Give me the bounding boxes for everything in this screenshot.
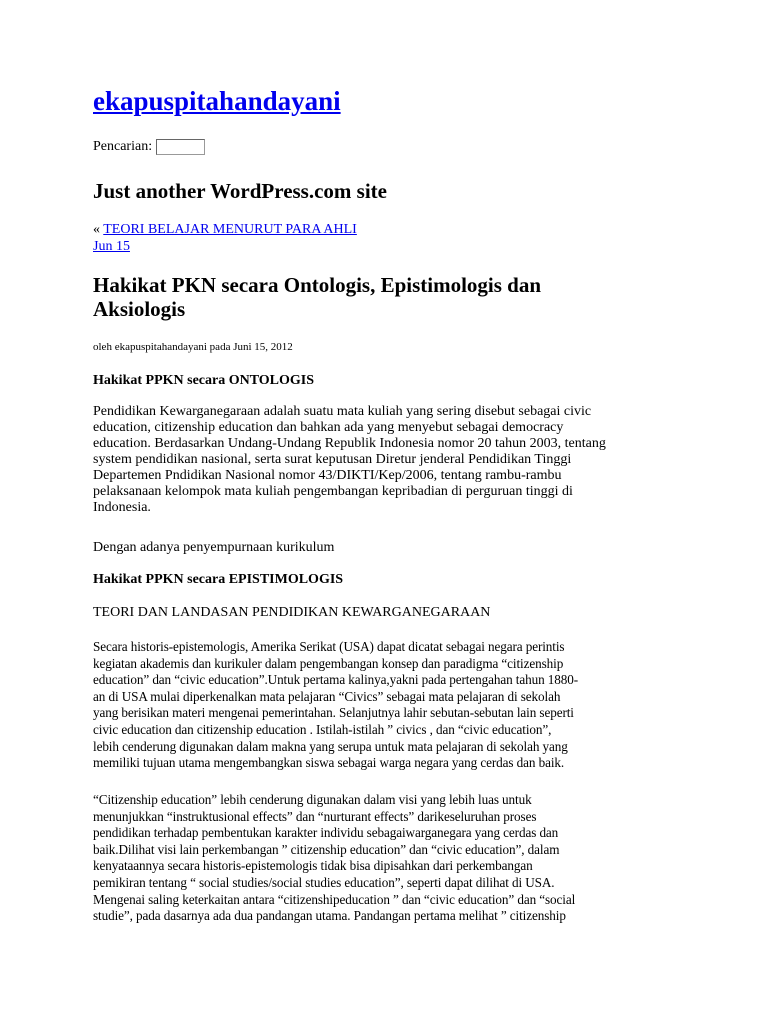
post-date-link[interactable]: Jun 15 [93, 239, 130, 254]
post-title: Hakikat PKN secara Ontologis, Epistimologis dan Aksiologis [93, 273, 542, 321]
post-meta: oleh ekapuspitahandayani pada Juni 15, 2012 [93, 341, 293, 353]
paragraph-line: memiliki tujuan utama mengembangkan siswa sebagai warga negara yang cerdas dan baik. [93, 755, 565, 771]
heading-epistimologis: Hakikat PPKN secara EPISTIMOLOGIS [93, 572, 344, 587]
paragraph-line: studie”, pada dasarnya ada dua pandangan utama. Pandangan pertama melihat ” citizenship [93, 908, 566, 924]
previous-post-nav [93, 222, 357, 238]
previous-post-marker: « [93, 222, 104, 237]
paragraph-line: lebih cenderung digunakan dalam makna yang serupa untuk mata pelajaran di sekolah yang [93, 738, 568, 754]
paragraph-line: yang berisikan materi mengenai pemerintahan. Selanjutnya lahir sebutan-sebutan lain seperti [93, 705, 574, 721]
paragraph-line: education” dan “civic education”.Untuk pertama kalinya,yakni pada pertengahan tahun 1880- [93, 672, 579, 688]
paragraph-line: pemikiran tentang “ social studies/social studies education”, seperti dapat dilihat di USA. [93, 874, 555, 890]
paragraph-line: Secara historis-epistemologis, Amerika Serikat (USA) dapat dicatat sebagai negara perintis [93, 639, 565, 654]
paragraph-line: Mengenai saling keterkaitan antara “citizenshipeducation ” dan “civic education” dan “social [93, 891, 576, 907]
paragraph-line: Departemen Pndidikan Nasional nomor 43/DIKTI/Kep/2006, tentang rambu-rambu [93, 468, 562, 483]
paragraph-ontologis [93, 404, 606, 516]
paragraph-line: “Citizenship education” lebih cenderung digunakan dalam visi yang lebih luas untuk [93, 792, 532, 807]
paragraph-line: education, citizenship education dan bahkan ada yang menyebut sebagai democracy [93, 420, 564, 435]
paragraph-line: education. Berdasarkan Undang-Undang Republik Indonesia nomor 20 tahun 2003, tentang [93, 436, 606, 451]
paragraph-line: civic education dan citizenship education . Istilah-istilah ” civics , dan “civic education”, [93, 721, 552, 737]
heading-ontologis: Hakikat PPKN secara ONTOLOGIS [93, 373, 315, 388]
paragraph-line: kenyataannya secara historis-epistemologis tidak bisa dipisahkan dari perkembangan [93, 858, 533, 874]
paragraph-kurikulum: Dengan adanya penyempurnaan kurikulum [93, 540, 335, 555]
paragraph-line: kegiatan akademis dan kurikuler dalam pengembangan konsep dan paradigma “citizenship [93, 655, 564, 671]
previous-post-link[interactable]: TEORI BELAJAR MENURUT PARA AHLI [103, 222, 357, 237]
search-input[interactable] [156, 139, 205, 155]
paragraph-line: an di USA mulai diperkenalkan mata pelajaran “Civics” sebagai mata pelajaran di sekolah [93, 688, 561, 704]
paragraph-line: menunjukkan “instruktusional effects” dan “nurturant effects” darikeseluruhan proses [93, 808, 537, 824]
subheading-teori: TEORI DAN LANDASAN PENDIDIKAN KEWARGANEGARAAN [93, 605, 491, 620]
paragraph-line: system pendidikan nasional, serta surat keputusan Diretur jenderal Pendidikan Tinggi [93, 452, 572, 467]
site-title-link[interactable]: ekapuspitahandayani [93, 86, 341, 116]
paragraph-line: pelaksanaan kelompok mata kuliah pengembangan kepribadian di perguruan tinggi di [93, 484, 573, 499]
paragraph-line: pendidikan terhadap pembentukan karakter individu sebagaiwarganegara yang cerdas dan [93, 825, 559, 841]
paragraph-historis [93, 639, 578, 772]
site-tagline: Just another WordPress.com site [93, 179, 387, 203]
paragraph-line: Indonesia. [93, 500, 151, 515]
paragraph-line: baik.Dilihat visi lain perkembangan ” citizenship education” dan “civic education”, dalam [93, 841, 560, 857]
paragraph-citizenship [93, 792, 575, 925]
search-form [93, 139, 205, 155]
paragraph-line: Pendidikan Kewarganegaraan adalah suatu mata kuliah yang sering disebut sebagai civic [93, 404, 592, 419]
search-label: Pencarian: [93, 139, 153, 154]
